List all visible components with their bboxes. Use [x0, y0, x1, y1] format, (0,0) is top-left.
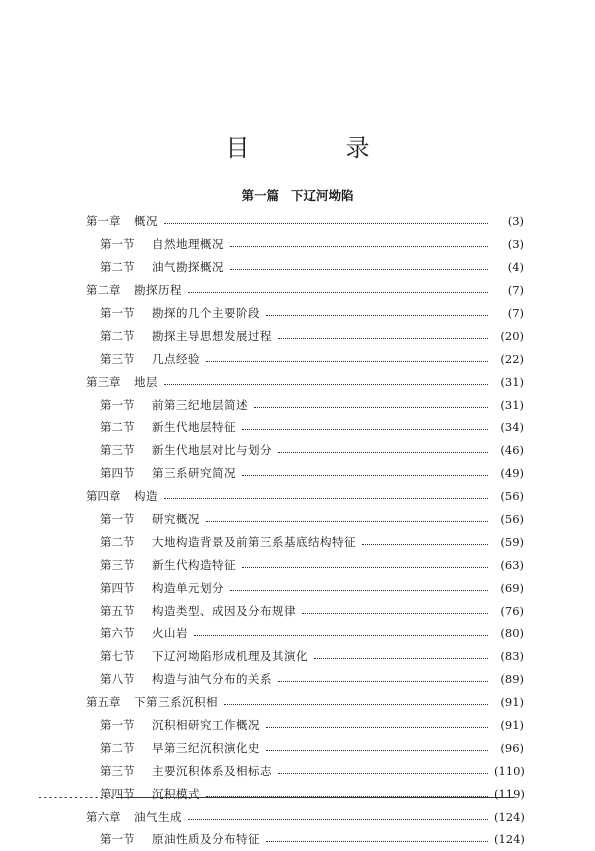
toc-section-entry[interactable]: [86, 576, 524, 599]
toc-entry-title: 新生代构造特征: [152, 557, 236, 572]
toc-entry-title: 构造: [134, 489, 158, 504]
toc-entry-number: 第三节: [100, 763, 135, 778]
dot-leader: [314, 657, 488, 659]
toc-section-entry[interactable]: [86, 530, 524, 553]
toc-chapter-entry[interactable]: [86, 279, 524, 302]
toc-entry-page: (96): [500, 740, 524, 755]
toc-section-entry[interactable]: [86, 645, 524, 668]
toc-entry-number: 第一节: [100, 718, 135, 733]
dot-leader: [164, 497, 488, 499]
toc-entry-page: (91): [500, 695, 524, 710]
toc-entry-number: 第二节: [100, 534, 135, 549]
toc-section-entry[interactable]: [86, 714, 524, 737]
toc-entry-page: (110): [494, 763, 525, 778]
toc-entry-number: 第二节: [100, 328, 135, 343]
toc-section-entry[interactable]: [86, 622, 524, 645]
toc-entry-number: 第三节: [100, 351, 135, 366]
toc-entry-number: 第一节: [100, 237, 135, 252]
part-heading: [0, 186, 595, 204]
toc-entry-title: 概况: [134, 214, 158, 229]
toc-section-entry[interactable]: [86, 668, 524, 691]
toc-entry-title: 主要沉积体系及相标志: [152, 763, 272, 778]
dot-leader: [278, 451, 488, 453]
toc-entry-page: (49): [500, 466, 524, 481]
toc-entry-title: 早第三纪沉积演化史: [152, 740, 260, 755]
toc-entry-page: (34): [500, 420, 524, 435]
dot-leader: [242, 474, 488, 476]
toc-entry-page: (3): [507, 214, 524, 229]
dot-leader: [362, 543, 488, 545]
toc-chapter-entry[interactable]: [86, 691, 524, 714]
toc-entry-title: 研究概况: [152, 512, 200, 527]
toc-entry-number: 第三节: [100, 557, 135, 572]
part-name: 下辽河坳陷: [291, 188, 354, 203]
dot-leader: [302, 612, 488, 614]
dot-leader: [266, 726, 488, 728]
toc-entry-page: (63): [500, 557, 524, 572]
toc-entry-title: 新生代地层特征: [152, 420, 236, 435]
toc-entry-title: 自然地理概况: [152, 237, 224, 252]
toc-entry-page: (124): [494, 809, 525, 824]
toc-entry-number: 第五章: [86, 695, 121, 710]
toc-entry-title: 油气勘探概况: [152, 260, 224, 275]
dot-leader: [188, 818, 488, 820]
toc-entry-number: 第一节: [100, 306, 135, 320]
toc-entry-number: 第一节: [100, 512, 135, 527]
toc-entry-page: (124): [494, 832, 525, 847]
toc-entry-title: 原油性质及分布特征: [152, 832, 260, 847]
dot-leader: [164, 222, 488, 224]
toc-entry-page: (46): [500, 443, 524, 458]
toc-entry-number: 第一节: [100, 832, 135, 847]
toc-section-entry[interactable]: [86, 553, 524, 576]
toc-entry-title: 下辽河坳陷形成机理及其演化: [152, 649, 308, 664]
toc-entry-number: 第二章: [86, 283, 121, 298]
toc-entry-number: 第四节: [100, 580, 135, 595]
dot-leader: [266, 749, 488, 751]
toc-entry-number: 第一节: [100, 397, 135, 412]
toc-entry-page: (7): [507, 306, 524, 320]
toc-entry-title: 勘探的几个主要阶段: [152, 306, 260, 320]
toc-entry-title: 新生代地层对比与划分: [152, 443, 272, 458]
toc-chapter-entry[interactable]: [86, 485, 524, 508]
dot-leader: [254, 406, 488, 408]
toc-entry-title: 火山岩: [152, 626, 188, 641]
toc-section-entry[interactable]: [86, 736, 524, 759]
toc-section-entry[interactable]: [86, 302, 524, 325]
dot-leader: [266, 840, 488, 842]
dot-leader: [278, 680, 488, 682]
toc-section-entry[interactable]: [86, 393, 524, 416]
toc-entry-title: 大地构造背景及前第三系基底结构特征: [152, 534, 356, 549]
toc-chapter-entry[interactable]: [86, 805, 524, 828]
dot-leader: [206, 360, 488, 362]
toc-entry-title: 构造类型、成因及分布规律: [152, 603, 296, 618]
toc-entry-title: 构造与油气分布的关系: [152, 672, 272, 687]
toc-entry-page: (22): [500, 351, 524, 366]
toc-entry-number: 第五节: [100, 603, 135, 618]
toc-section-entry[interactable]: [86, 782, 524, 805]
dot-leader: [242, 566, 488, 568]
toc-entry-title: 沉积相研究工作概况: [152, 718, 260, 733]
toc-entry-number: 第六节: [100, 626, 135, 641]
dot-leader: [242, 428, 488, 430]
toc-entry-page: (56): [500, 489, 524, 504]
toc-entry-page: (20): [500, 328, 524, 343]
toc-entry-title: 勘探主导思想发展过程: [152, 328, 272, 343]
toc-entry-title: 下第三系沉积相: [134, 695, 218, 710]
toc-entry-number: 第一章: [86, 214, 121, 229]
toc-entry-number: 第四节: [100, 466, 135, 481]
toc-entry-page: (83): [500, 649, 524, 664]
toc-entry-title: 地层: [134, 374, 158, 389]
toc-entry-number: 第七节: [100, 649, 135, 664]
toc-entry-number: 第四节: [100, 786, 135, 801]
toc-section-entry[interactable]: [86, 828, 524, 851]
toc-entry-number: 第三章: [86, 374, 121, 389]
dot-leader: [188, 291, 488, 293]
dot-leader: [230, 245, 488, 247]
toc-entry-title: 第三系研究简况: [152, 466, 236, 481]
toc-section-entry[interactable]: [86, 508, 524, 531]
toc-section-entry[interactable]: [86, 439, 524, 462]
dot-leader: [230, 268, 488, 270]
toc-entry-number: 第四章: [86, 489, 121, 504]
toc-entry-title: 油气生成: [134, 809, 182, 824]
toc-entry-number: 第二节: [100, 260, 135, 275]
dot-leader: [224, 703, 488, 705]
dot-leader: [230, 589, 488, 591]
toc-entry-title: 沉积模式: [152, 786, 200, 801]
toc-section-entry[interactable]: [86, 462, 524, 485]
toc-entry-page: (3): [507, 237, 524, 252]
toc-chapter-entry[interactable]: [86, 210, 524, 233]
toc-entry-number: 第六章: [86, 809, 121, 824]
dot-leader: [206, 520, 488, 522]
toc-entry-number: 第二节: [100, 420, 135, 435]
dot-leader: [278, 337, 488, 339]
toc-entry-page: (89): [500, 672, 524, 687]
toc-entry-page: (91): [500, 718, 524, 733]
toc-entry-number: 第三节: [100, 443, 135, 458]
dot-leader: [266, 314, 488, 316]
toc-entry-page: (76): [500, 603, 524, 618]
toc-entry-page: (56): [500, 512, 524, 527]
toc-section-entry[interactable]: [86, 347, 524, 370]
toc-entry-title: 勘探历程: [134, 283, 182, 298]
toc-entry-page: (31): [500, 397, 524, 412]
toc-entry-page: (7): [507, 283, 524, 298]
toc-entry-page: (119): [494, 786, 525, 801]
dot-leader: [194, 634, 488, 636]
table-of-contents: [86, 210, 524, 851]
toc-entry-page: (69): [500, 580, 524, 595]
toc-section-entry[interactable]: [86, 416, 524, 439]
toc-chapter-entry[interactable]: [86, 370, 524, 393]
toc-entry-title: 几点经验: [152, 351, 200, 366]
dot-leader: [278, 772, 488, 774]
toc-entry-page: (31): [500, 374, 524, 389]
toc-entry-title: 构造单元划分: [152, 580, 224, 595]
toc-entry-page: (4): [507, 260, 524, 275]
toc-section-entry[interactable]: [86, 599, 524, 622]
toc-section-entry[interactable]: [86, 324, 524, 347]
page-title: 目 录: [225, 134, 406, 163]
toc-entry-title: 前第三纪地层简述: [152, 397, 248, 412]
part-number: 第一篇: [241, 188, 279, 203]
toc-entry-number: 第八节: [100, 672, 135, 687]
toc-section-entry[interactable]: [86, 256, 524, 279]
toc-entry-page: (80): [500, 626, 524, 641]
toc-section-entry[interactable]: [86, 233, 524, 256]
toc-entry-page: (59): [500, 534, 524, 549]
toc-entry-number: 第二节: [100, 740, 135, 755]
dot-leader: [164, 383, 488, 385]
toc-section-entry[interactable]: [86, 759, 524, 782]
footer-rule-break: [36, 797, 116, 798]
